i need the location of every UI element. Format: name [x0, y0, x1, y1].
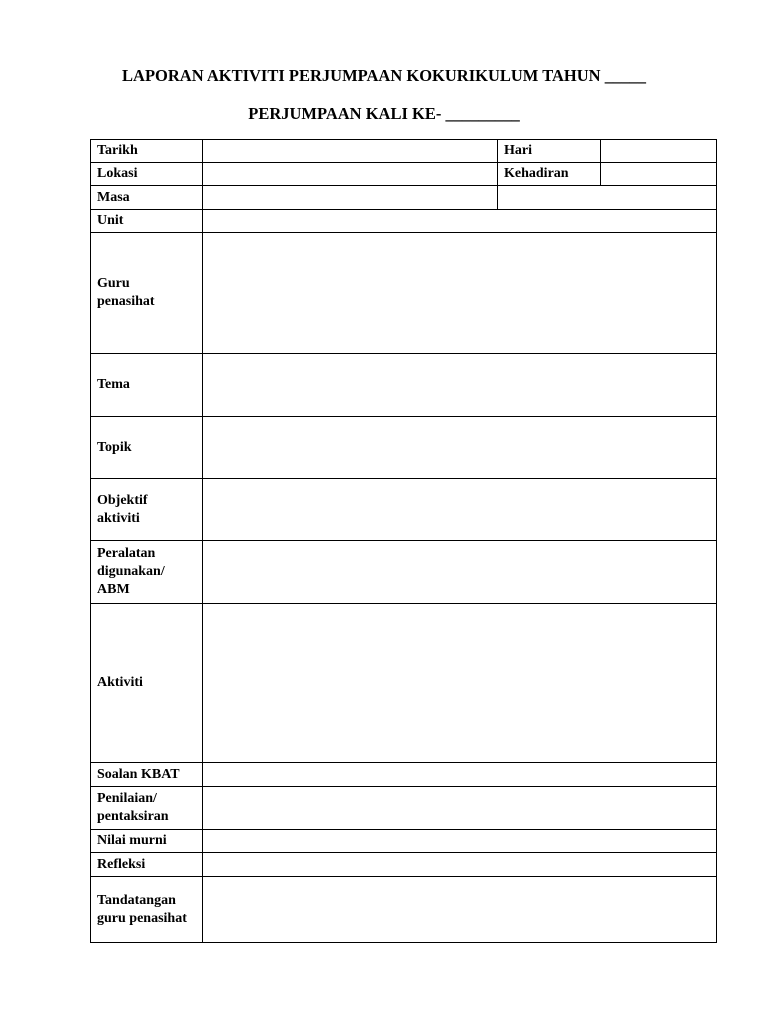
report-title: LAPORAN AKTIVITI PERJUMPAAN KOKURIKULUM TAHUN _____: [122, 66, 646, 85]
row-penilaian: [91, 787, 717, 830]
field-masa-extra[interactable]: [498, 186, 717, 210]
row-peralatan: [91, 541, 717, 604]
field-refleksi[interactable]: [203, 853, 717, 877]
row-tema: [91, 354, 717, 417]
row-aktiviti: [91, 604, 717, 763]
field-soalan-kbat[interactable]: [203, 763, 717, 787]
label-penilaian: Penilaian/ pentaksiran: [91, 787, 203, 830]
field-peralatan[interactable]: [203, 541, 717, 604]
report-form-table: [90, 139, 717, 943]
field-unit[interactable]: [203, 210, 717, 233]
row-masa: [91, 186, 717, 210]
label-kehadiran: Kehadiran: [498, 163, 601, 186]
field-hari[interactable]: [601, 140, 717, 163]
field-lokasi[interactable]: [203, 163, 498, 186]
label-masa: Masa: [91, 186, 203, 210]
row-refleksi: [91, 853, 717, 877]
label-guru-penasihat: Guru penasihat: [91, 233, 203, 354]
label-tema: Tema: [91, 354, 203, 417]
field-masa[interactable]: [203, 186, 498, 210]
row-nilai-murni: [91, 830, 717, 853]
label-tandatangan: Tandatangan guru penasihat: [91, 877, 203, 943]
row-guru-penasihat: [91, 233, 717, 354]
label-peralatan: Peralatan digunakan/ ABM: [91, 541, 203, 604]
row-topik: [91, 417, 717, 479]
label-refleksi: Refleksi: [91, 853, 203, 877]
row-objektif: [91, 479, 717, 541]
field-tema[interactable]: [203, 354, 717, 417]
label-lokasi: Lokasi: [91, 163, 203, 186]
field-tarikh[interactable]: [203, 140, 498, 163]
label-nilai-murni: Nilai murni: [91, 830, 203, 853]
field-kehadiran[interactable]: [601, 163, 717, 186]
meeting-number-title: PERJUMPAAN KALI KE- _________: [248, 104, 520, 123]
field-tandatangan[interactable]: [203, 877, 717, 943]
label-objektif: Objektif aktiviti: [91, 479, 203, 541]
field-topik[interactable]: [203, 417, 717, 479]
label-tarikh: Tarikh: [91, 140, 203, 163]
field-objektif[interactable]: [203, 479, 717, 541]
row-soalan-kbat: [91, 763, 717, 787]
field-nilai-murni[interactable]: [203, 830, 717, 853]
label-topik: Topik: [91, 417, 203, 479]
label-soalan-kbat: Soalan KBAT: [91, 763, 203, 787]
row-lokasi: [91, 163, 717, 186]
label-aktiviti: Aktiviti: [91, 604, 203, 763]
row-unit: [91, 210, 717, 233]
field-aktiviti[interactable]: [203, 604, 717, 763]
field-guru-penasihat[interactable]: [203, 233, 717, 354]
label-hari: Hari: [498, 140, 601, 163]
row-tarikh: [91, 140, 717, 163]
label-unit: Unit: [91, 210, 203, 233]
field-penilaian[interactable]: [203, 787, 717, 830]
row-tandatangan: [91, 877, 717, 943]
